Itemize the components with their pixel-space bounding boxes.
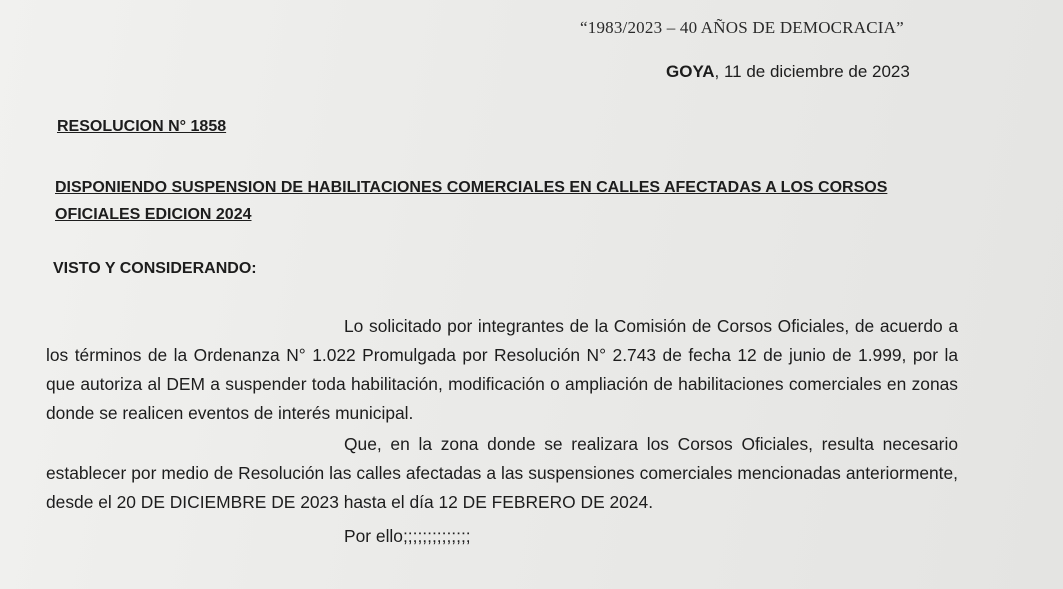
resolution-subject: DISPONIENDO SUSPENSION DE HABILITACIONES COMERCIALES EN CALLES AFECTADAS A LOS CORSOS OFICIALES EDICION 2024 — [55, 179, 888, 223]
democracy-motto: “1983/2023 – 40 AÑOS DE DEMOCRACIA” — [580, 18, 904, 37]
city-name: GOYA — [666, 62, 715, 81]
resolution-number: RESOLUCION N° 1858 — [57, 118, 227, 135]
considerando-paragraph-2: Que, en la zona donde se realizara los Corsos Oficiales, resulta necesario establecer por medio de Resolución las calles afectadas a las suspensiones comerciales mencionadas anteriormente, desde el 20 DE DICIEMBRE DE 2023 hasta el día 12 DE FEBRERO DE 2024. — [46, 434, 958, 512]
document-date: , 11 de diciembre de 2023 — [714, 62, 910, 81]
date-line — [666, 62, 910, 82]
considerando-paragraph-1: Lo solicitado por integrantes de la Comisión de Corsos Oficiales, de acuerdo a los términos de la Ordenanza N° 1.022 Promulgada por Resolución N° 2.743 de fecha 12 de junio de 1.999, por la que autoriza al DEM a suspender toda habilitación, modificación o ampliación de habilitaciones comerciales en zonas donde se realicen eventos de interés municipal. — [46, 316, 958, 423]
closing-phrase: Por ello;;;;;;;;;;;;;; — [344, 526, 471, 546]
visto-considerando-heading: VISTO Y CONSIDERANDO: — [53, 260, 257, 277]
